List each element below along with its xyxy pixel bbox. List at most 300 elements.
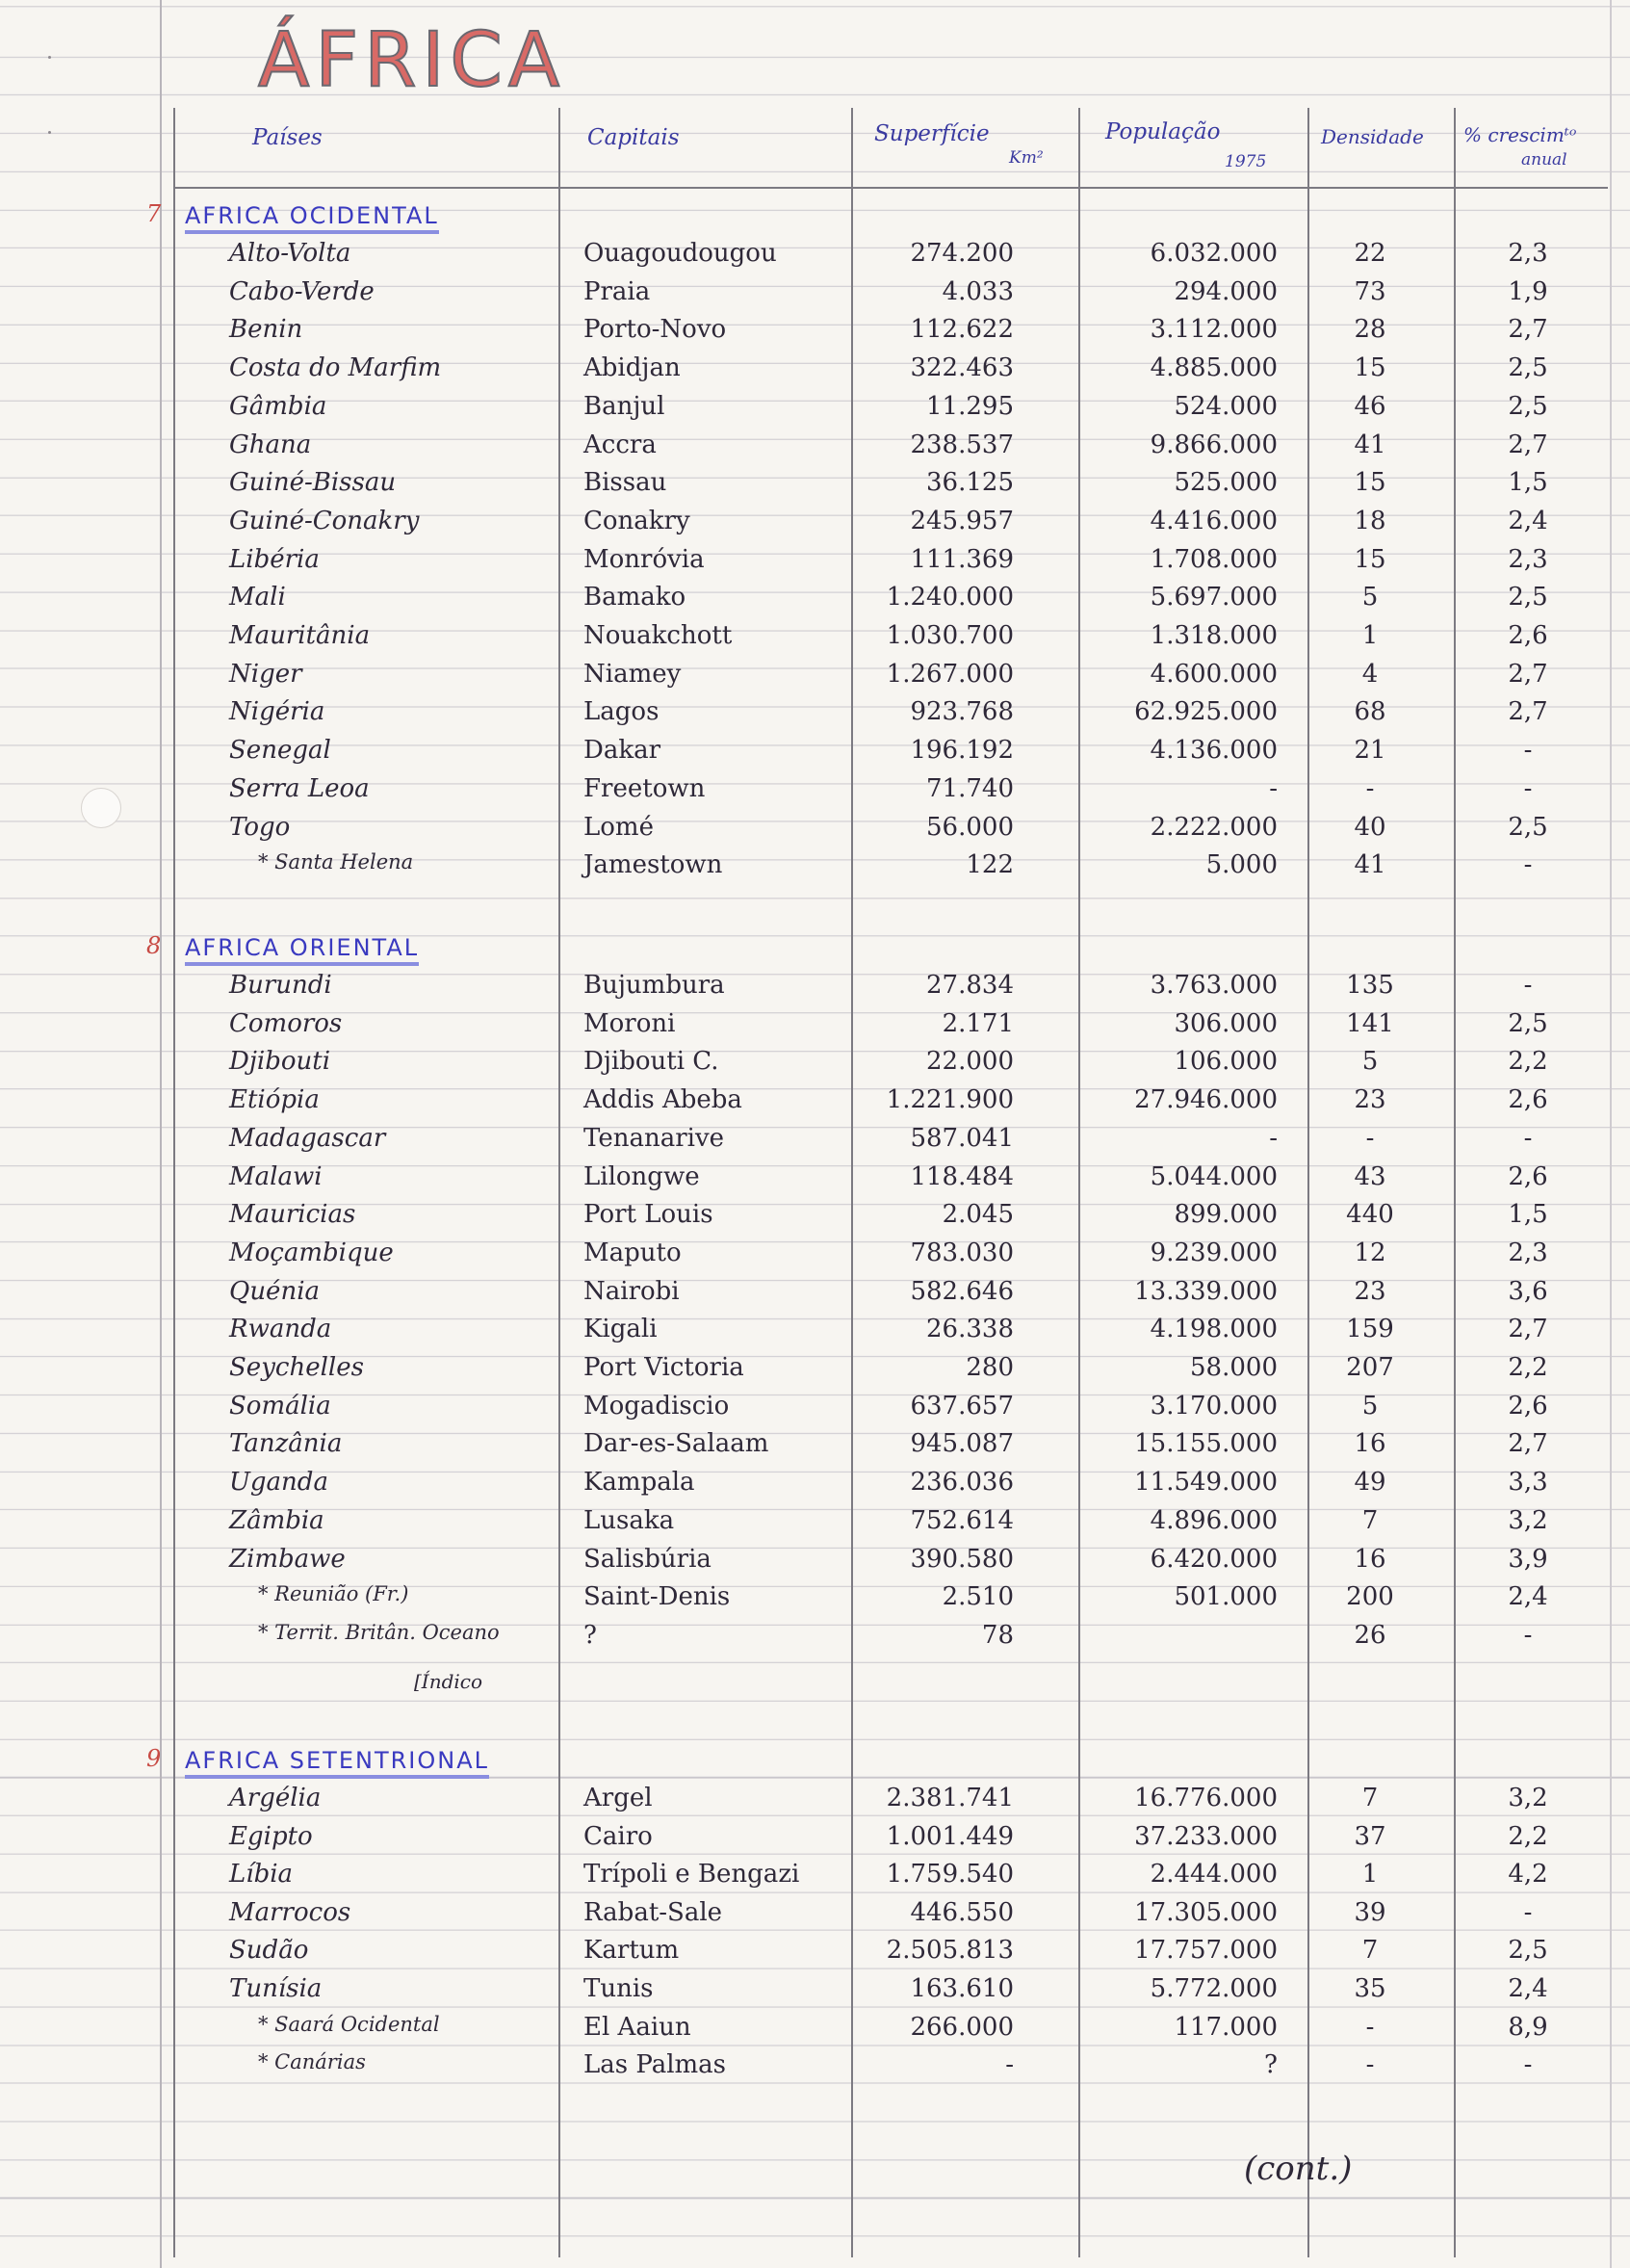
cell-population: 5.044.000	[1150, 1161, 1278, 1191]
table-row	[0, 1621, 1630, 1659]
cell-growth: 3,9	[1508, 1544, 1548, 1574]
cell-capital: Dakar	[583, 736, 661, 766]
cell-density: 39	[1354, 1897, 1386, 1927]
header-growth	[1463, 123, 1577, 169]
cell-country: Etiópia	[229, 1085, 320, 1115]
cell-capital: Dar-es-Salaam	[583, 1429, 769, 1459]
cell-capital: Niamey	[583, 659, 682, 689]
table-row	[0, 1124, 1630, 1162]
page-title: ÁFRICA	[258, 17, 566, 104]
table-row	[0, 430, 1630, 469]
section-number: 9	[146, 1745, 162, 1772]
cell-density: 26	[1354, 1620, 1386, 1650]
table-row	[0, 545, 1630, 584]
cell-density: 18	[1354, 506, 1386, 535]
cell-area: 390.580	[910, 1544, 1014, 1574]
cell-population: 524.000	[1174, 391, 1278, 421]
cell-population: 17.305.000	[1134, 1897, 1278, 1927]
cell-density: 21	[1354, 736, 1386, 766]
cell-country: * Santa Helena	[258, 850, 414, 874]
cell-growth: 2,5	[1508, 1008, 1548, 1038]
cell-area: -	[1005, 2050, 1014, 2080]
cell-growth: 2,2	[1508, 1353, 1548, 1382]
cell-capital: Djibouti C.	[583, 1047, 719, 1077]
cell-capital: Kartum	[583, 1936, 680, 1966]
cell-growth: 2,3	[1508, 1238, 1548, 1267]
cell-country: Mauritânia	[229, 621, 371, 650]
cell-growth: 2,7	[1508, 315, 1548, 345]
cell-population: -	[1269, 1123, 1278, 1153]
table-row	[0, 1784, 1630, 1822]
cell-growth: 2,6	[1508, 1391, 1548, 1421]
cell-area: 4.033	[942, 276, 1014, 306]
cell-country: Líbia	[229, 1860, 294, 1890]
cell-growth: -	[1523, 1897, 1533, 1927]
table-row	[0, 1238, 1630, 1277]
cell-country: Egipto	[229, 1821, 313, 1851]
cell-capital: Praia	[583, 276, 651, 306]
cell-capital: Port Louis	[583, 1200, 713, 1230]
cell-growth: 2,7	[1508, 1315, 1548, 1344]
cell-growth: 1,9	[1508, 276, 1548, 306]
table-row	[0, 1936, 1630, 1974]
cell-capital: Freetown	[583, 773, 706, 803]
section-header	[0, 200, 1630, 239]
cell-country: Guiné-Bissau	[229, 468, 397, 498]
table-row	[0, 1315, 1630, 1353]
table-row	[0, 353, 1630, 392]
cell-population: 899.000	[1174, 1200, 1278, 1230]
cell-capital: Lusaka	[583, 1505, 675, 1535]
table-row	[0, 315, 1630, 353]
cell-country: Libéria	[229, 544, 320, 574]
ink-dot	[48, 131, 51, 134]
header-density: Densidade	[1321, 125, 1424, 148]
table-row	[0, 697, 1630, 736]
cell-area: 111.369	[910, 544, 1014, 574]
table-row	[0, 1392, 1630, 1430]
cell-population: 27.946.000	[1134, 1085, 1278, 1115]
cell-density: -	[1365, 1123, 1375, 1153]
cell-country: Zâmbia	[229, 1505, 324, 1535]
table-row	[0, 507, 1630, 545]
header-capital: Capitais	[587, 125, 680, 150]
table-row	[0, 2013, 1630, 2051]
cell-density: 43	[1354, 1161, 1386, 1191]
cell-growth: -	[1523, 736, 1533, 766]
cell-area: 2.510	[942, 1582, 1014, 1612]
cell-density: -	[1365, 2050, 1375, 2080]
cell-area: 112.622	[910, 315, 1014, 345]
cell-area: 1.221.900	[886, 1085, 1014, 1115]
table-row	[0, 1545, 1630, 1583]
section-header	[0, 932, 1630, 971]
cell-population: 4.896.000	[1150, 1505, 1278, 1535]
cell-growth: 2,4	[1508, 1582, 1548, 1612]
cell-country: Djibouti	[229, 1047, 331, 1077]
cell-area: 71.740	[926, 773, 1014, 803]
cell-country: * Territ. Britân. Oceano	[258, 1620, 500, 1644]
cell-capital: Kigali	[583, 1315, 658, 1344]
cell-growth: 2,7	[1508, 697, 1548, 727]
cell-growth: 2,2	[1508, 1047, 1548, 1077]
cell-capital: El Aaiun	[583, 2012, 691, 2042]
cell-area: 122	[966, 850, 1014, 880]
cell-population: 6.032.000	[1150, 239, 1278, 268]
cell-country: Ghana	[229, 430, 312, 459]
cell-country: Mauricias	[229, 1200, 356, 1230]
cell-capital: Saint-Denis	[583, 1582, 731, 1612]
cell-capital: Ouagoudougou	[583, 239, 777, 268]
cell-area: 1.267.000	[886, 659, 1014, 689]
cell-country: Alto-Volta	[229, 239, 351, 268]
cell-country: Costa do Marfim	[229, 353, 442, 383]
cell-growth: 2,5	[1508, 353, 1548, 383]
cell-area: 163.610	[910, 1974, 1014, 2003]
cell-area: 783.030	[910, 1238, 1014, 1267]
section-number: 7	[146, 200, 162, 227]
cell-growth: 2,6	[1508, 621, 1548, 650]
cell-area: 36.125	[926, 468, 1014, 498]
table-row	[0, 1085, 1630, 1124]
cell-density: 5	[1361, 583, 1379, 613]
cell-density: 16	[1354, 1429, 1386, 1459]
cell-capital: Nairobi	[583, 1276, 680, 1306]
cell-population: 1.318.000	[1150, 621, 1278, 650]
cell-country: Togo	[229, 812, 291, 842]
cell-density: -	[1365, 773, 1375, 803]
cell-growth: 2,5	[1508, 1936, 1548, 1966]
cell-capital: Bissau	[583, 468, 667, 498]
cell-capital: Maputo	[583, 1238, 682, 1267]
cell-growth: 2,5	[1508, 583, 1548, 613]
cell-growth: 2,7	[1508, 659, 1548, 689]
cell-country: Guiné-Conakry	[229, 506, 420, 535]
cell-population: 5.772.000	[1150, 1974, 1278, 2003]
cell-growth: -	[1523, 1620, 1533, 1650]
cell-area: 280	[966, 1353, 1014, 1382]
cell-capital: Port Victoria	[583, 1353, 744, 1382]
cell-growth: -	[1523, 1123, 1533, 1153]
cell-population: -	[1269, 773, 1278, 803]
cell-growth: -	[1523, 971, 1533, 1000]
cell-area: 274.200	[910, 239, 1014, 268]
cell-area: 587.041	[910, 1123, 1014, 1153]
cell-population: 4.136.000	[1150, 736, 1278, 766]
cell-density: 46	[1354, 391, 1386, 421]
table-row	[0, 392, 1630, 430]
cell-population: 37.233.000	[1134, 1821, 1278, 1851]
cell-growth: 2,5	[1508, 812, 1548, 842]
section-number: 8	[146, 932, 162, 959]
cell-capital: Porto-Novo	[583, 315, 727, 345]
cell-density: 41	[1354, 850, 1386, 880]
table-row	[0, 583, 1630, 621]
cell-density: 22	[1354, 239, 1386, 268]
cell-capital: Accra	[583, 430, 657, 459]
cell-country: Marrocos	[229, 1897, 351, 1927]
cell-population: 525.000	[1174, 468, 1278, 498]
cell-area: 923.768	[910, 697, 1014, 727]
cell-area: 1.001.449	[886, 1821, 1014, 1851]
cell-area: 26.338	[926, 1315, 1014, 1344]
cell-country: Comoros	[229, 1008, 343, 1038]
cell-capital: ?	[583, 1620, 597, 1650]
cell-growth: 2,3	[1508, 544, 1548, 574]
cell-growth: -	[1523, 2050, 1533, 2080]
cell-population: 58.000	[1190, 1353, 1278, 1382]
cell-capital: Las Palmas	[583, 2050, 727, 2080]
cell-capital: Bujumbura	[583, 971, 725, 1000]
cell-country: Zimbawe	[229, 1544, 346, 1574]
cell-density: 15	[1354, 544, 1386, 574]
cell-population: 16.776.000	[1134, 1784, 1278, 1812]
cell-area: 266.000	[910, 2012, 1014, 2042]
cell-density: 73	[1354, 276, 1386, 306]
cell-density: 68	[1354, 697, 1386, 727]
cell-population: 306.000	[1174, 1008, 1278, 1038]
table-row	[0, 2050, 1630, 2089]
cell-density: 7	[1361, 1505, 1379, 1535]
cell-country: * Reunião (Fr.)	[258, 1582, 409, 1606]
table-row	[0, 1468, 1630, 1506]
table-row	[0, 239, 1630, 277]
continued-note: (cont.)	[1244, 2150, 1353, 2188]
cell-area: 2.171	[942, 1008, 1014, 1038]
table-row	[0, 1582, 1630, 1621]
cell-population: 11.549.000	[1134, 1468, 1278, 1498]
cell-capital: Moroni	[583, 1008, 676, 1038]
cell-area: 2.381.741	[886, 1784, 1014, 1812]
cell-population: 62.925.000	[1134, 697, 1278, 727]
cell-growth: 2,6	[1508, 1161, 1548, 1191]
cell-area: 945.087	[910, 1429, 1014, 1459]
cell-capital: Lagos	[583, 697, 660, 727]
header-country: Países	[252, 125, 323, 150]
cell-country: Gâmbia	[229, 391, 327, 421]
header-area-unit: Km²	[1009, 148, 1044, 168]
section-name: AFRICA ORIENTAL	[185, 934, 419, 966]
cell-country: Uganda	[229, 1468, 328, 1498]
cell-population: 13.339.000	[1134, 1276, 1278, 1306]
cell-area: 1.030.700	[886, 621, 1014, 650]
cell-growth: 3,2	[1508, 1505, 1548, 1535]
cell-density: 1	[1361, 621, 1379, 650]
cell-country: Nigéria	[229, 697, 325, 727]
cell-density: 28	[1354, 315, 1386, 345]
cell-area: 11.295	[926, 391, 1014, 421]
cell-country: Quénia	[229, 1276, 321, 1306]
cell-capital: Bamako	[583, 583, 686, 613]
cell-growth: 2,2	[1508, 1821, 1548, 1851]
header-rule	[173, 187, 1608, 189]
cell-country: Burundi	[229, 971, 332, 1000]
cell-density: 23	[1354, 1085, 1386, 1115]
header-growth-sub: anual	[1521, 150, 1567, 169]
header-area	[874, 121, 1044, 168]
cell-area: 446.550	[910, 1897, 1014, 1927]
table-row	[0, 621, 1630, 660]
cell-population: 5.697.000	[1150, 583, 1278, 613]
cell-capital: Cairo	[583, 1821, 653, 1851]
cell-density: 159	[1346, 1315, 1394, 1344]
cell-area: 637.657	[910, 1391, 1014, 1421]
table-row	[0, 1974, 1630, 2013]
header-area-label: Superfície	[874, 121, 990, 146]
table-row	[0, 774, 1630, 813]
cell-population: 3.112.000	[1150, 315, 1278, 345]
cell-area: 322.463	[910, 353, 1014, 383]
cell-density: 5	[1361, 1391, 1379, 1421]
cell-growth: 2,7	[1508, 1429, 1548, 1459]
cell-capital: Trípoli e Bengazi	[583, 1860, 800, 1890]
cell-area: 1.240.000	[886, 583, 1014, 613]
cell-country: * Canárias	[258, 2050, 366, 2074]
cell-area: 582.646	[910, 1276, 1014, 1306]
cell-population: 4.600.000	[1150, 659, 1278, 689]
cell-population: 9.239.000	[1150, 1238, 1278, 1267]
table-row	[0, 1822, 1630, 1861]
cell-capital: Kampala	[583, 1468, 695, 1498]
table-row	[0, 1200, 1630, 1238]
cell-country: Moçambique	[229, 1238, 394, 1267]
cell-capital: Rabat-Sale	[583, 1897, 723, 1927]
cell-area: 238.537	[910, 430, 1014, 459]
cell-growth: 2,4	[1508, 1974, 1548, 2003]
cell-density: 7	[1361, 1936, 1379, 1966]
cell-area: 118.484	[910, 1161, 1014, 1191]
cell-country: Malawi	[229, 1161, 323, 1191]
cell-population: 4.885.000	[1150, 353, 1278, 383]
table-row	[0, 1047, 1630, 1085]
cell-density: 16	[1354, 1544, 1386, 1574]
table-row	[0, 1429, 1630, 1468]
cell-population: 6.420.000	[1150, 1544, 1278, 1574]
cell-population: 106.000	[1174, 1047, 1278, 1077]
cell-density: 37	[1354, 1821, 1386, 1851]
cell-growth: 3,3	[1508, 1468, 1548, 1498]
cell-area: 752.614	[910, 1505, 1014, 1535]
cell-growth: 4,2	[1508, 1860, 1548, 1890]
cell-density: 141	[1346, 1008, 1394, 1038]
cell-area: 196.192	[910, 736, 1014, 766]
cell-area: 236.036	[910, 1468, 1014, 1498]
cell-population: 2.444.000	[1150, 1860, 1278, 1890]
cell-growth: 2,5	[1508, 391, 1548, 421]
cell-capital: Banjul	[583, 391, 665, 421]
cell-area: 2.045	[942, 1200, 1014, 1230]
cell-density: 200	[1346, 1582, 1394, 1612]
cell-growth: 3,2	[1508, 1784, 1548, 1812]
cell-country: Rwanda	[229, 1315, 332, 1344]
cell-capital: Salisbúria	[583, 1544, 712, 1574]
cell-density: 23	[1354, 1276, 1386, 1306]
table-row	[0, 736, 1630, 774]
cell-growth: 2,4	[1508, 506, 1548, 535]
cell-population: 2.222.000	[1150, 812, 1278, 842]
cell-country: Serra Leoa	[229, 773, 370, 803]
cell-capital: Nouakchott	[583, 621, 733, 650]
cell-capital: Monróvia	[583, 544, 705, 574]
cell-growth: 1,5	[1508, 1200, 1548, 1230]
cell-density: 35	[1354, 1974, 1386, 2003]
cell-capital: Jamestown	[583, 850, 723, 880]
cell-growth: 2,7	[1508, 430, 1548, 459]
table-row	[0, 1009, 1630, 1048]
cell-country: Mali	[229, 583, 286, 613]
cell-country: * Saará Ocidental	[258, 2012, 440, 2036]
cell-density: 12	[1354, 1238, 1386, 1267]
table-row	[0, 1277, 1630, 1316]
cell-country: Tanzânia	[229, 1429, 343, 1459]
cell-density: 41	[1354, 430, 1386, 459]
table-row	[0, 1860, 1630, 1898]
table-row	[0, 850, 1630, 889]
cell-population: 1.708.000	[1150, 544, 1278, 574]
cell-capital: Tunis	[583, 1974, 654, 2003]
cell-growth: 2,3	[1508, 239, 1548, 268]
table-row	[0, 1506, 1630, 1545]
cell-country: Argélia	[229, 1784, 322, 1812]
cell-density: 49	[1354, 1468, 1386, 1498]
header-population-label: População	[1105, 119, 1221, 144]
section-name: AFRICA SETENTRIONAL	[185, 1747, 489, 1779]
cell-country: Cabo-Verde	[229, 276, 375, 306]
cell-population: 501.000	[1174, 1582, 1278, 1612]
cell-area: 245.957	[910, 506, 1014, 535]
cell-area: 78	[981, 1620, 1014, 1650]
cell-population: 4.198.000	[1150, 1315, 1278, 1344]
cell-density: 440	[1346, 1200, 1394, 1230]
cell-capital: Addis Abeba	[583, 1085, 742, 1115]
cell-growth: -	[1523, 850, 1533, 880]
cell-density: 15	[1354, 353, 1386, 383]
cell-area: 1.759.540	[886, 1860, 1014, 1890]
header-population-year: 1975	[1225, 152, 1267, 171]
table-row	[0, 813, 1630, 851]
table-row	[0, 1353, 1630, 1392]
header-population	[1105, 119, 1267, 171]
cell-country: Somália	[229, 1391, 331, 1421]
cell-capital: Argel	[583, 1784, 653, 1812]
cell-population: 4.416.000	[1150, 506, 1278, 535]
cell-density: 15	[1354, 468, 1386, 498]
cell-capital: Lilongwe	[583, 1161, 700, 1191]
cell-population: 5.000	[1205, 850, 1278, 880]
cell-density: 40	[1354, 812, 1386, 842]
cell-country: Niger	[229, 659, 302, 689]
cell-density: 1	[1361, 1860, 1379, 1890]
table-row	[0, 971, 1630, 1009]
note-indico: [Índico	[414, 1670, 483, 1693]
cell-population: 3.763.000	[1150, 971, 1278, 1000]
cell-country: Tunísia	[229, 1974, 323, 2003]
cell-population: 294.000	[1174, 276, 1278, 306]
cell-density: 5	[1361, 1047, 1379, 1077]
cell-area: 2.505.813	[886, 1936, 1014, 1966]
cell-capital: Mogadiscio	[583, 1391, 730, 1421]
cell-capital: Tenanarive	[583, 1123, 725, 1153]
ink-dot	[48, 56, 51, 59]
cell-capital: Lomé	[583, 812, 654, 842]
cell-population: 15.155.000	[1134, 1429, 1278, 1459]
header-growth-label: % crescimᵗᵒ	[1463, 123, 1577, 146]
cell-density: 4	[1361, 659, 1379, 689]
cell-capital: Conakry	[583, 506, 690, 535]
cell-density: -	[1365, 2012, 1375, 2042]
cell-density: 7	[1361, 1784, 1379, 1812]
cell-population: 3.170.000	[1150, 1391, 1278, 1421]
